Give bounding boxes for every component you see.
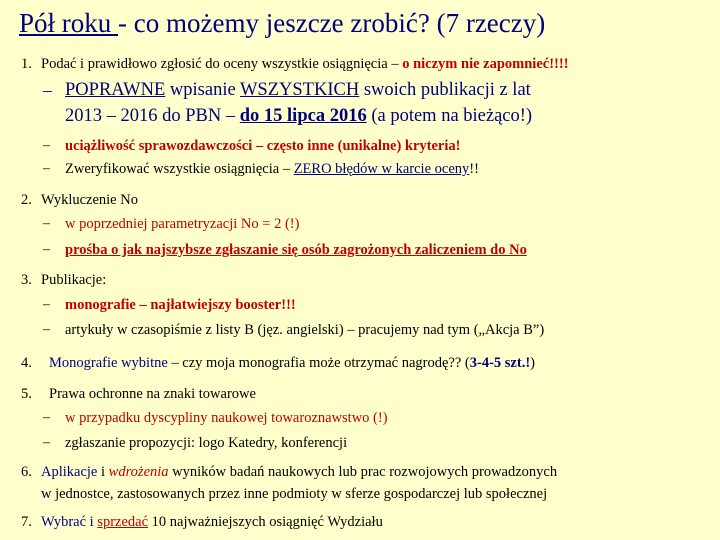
sub-item-text: uciążliwość sprawozdawczości – często inne (unikalne) kryteria! <box>65 138 461 154</box>
sub-item-text: artykuły w czasopiśmie z listy B (jęz. angielski) – pracujemy nad tym („Akcja B”) <box>65 322 545 338</box>
dash-bullet: – <box>43 242 50 257</box>
item-number: 1. <box>21 56 32 72</box>
item-text: w jednostce, zastosowanych przez inne podmioty w sferze gospodarczej lub społecznej <box>41 486 548 502</box>
item-number: 7. <box>21 514 32 530</box>
sub-item-text: w poprzedniej parametryzacji No = 2 (!) <box>65 216 300 232</box>
item-number: 5. <box>21 386 32 402</box>
item-text: Wybrać i sprzedać 10 najważniejszych osiągnięć Wydziału <box>41 514 383 530</box>
item-number: 3. <box>21 272 32 288</box>
item-number: 6. <box>21 464 32 480</box>
sub-item-text: 2013 – 2016 do PBN – do 15 lipca 2016 (a potem na bieżąco!) <box>65 106 533 126</box>
item-text: Publikacje: <box>41 272 107 288</box>
sub-item-text: w przypadku dyscypliny naukowej towaroznawstwo (!) <box>65 410 388 426</box>
title-rest: - co możemy jeszcze zrobić? (7 rzeczy) <box>118 8 546 38</box>
item-text: Podać i prawidłowo zgłosić do oceny wszystkie osiągnięcia – o niczym nie zapomnieć!!!! <box>41 56 569 72</box>
page-title <box>19 6 719 40</box>
title-underlined: Pół roku <box>19 8 119 38</box>
item-number: 2. <box>21 192 32 208</box>
item-text: Monografie wybitne – czy moja monografia może otrzymać nagrodę?? (3-4-5 szt.!) <box>49 355 535 371</box>
sub-item-text: monografie – najłatwiejszy booster!!! <box>65 297 296 313</box>
dash-bullet: – <box>43 138 50 153</box>
sub-item-text: prośba o jak najszybsze zgłaszanie się osób zagrożonych zaliczeniem do No <box>65 242 527 258</box>
dash-bullet: – <box>43 80 52 100</box>
dash-bullet: – <box>43 161 50 176</box>
dash-bullet: – <box>43 410 50 425</box>
item-text: Wykluczenie No <box>41 192 138 208</box>
sub-item-text: Zweryfikować wszystkie osiągnięcia – ZERO błędów w karcie oceny!! <box>65 161 479 177</box>
item-text: Aplikacje i wdrożenia wyników badań naukowych lub prac rozwojowych prowadzonych <box>41 464 558 480</box>
item-text: Prawa ochronne na znaki towarowe <box>49 386 256 402</box>
item-emphasis: o niczym nie zapomnieć!!!! <box>402 56 569 72</box>
item-number: 4. <box>21 355 32 371</box>
dash-bullet: – <box>43 297 50 312</box>
dash-bullet: – <box>43 435 50 450</box>
sub-item-text: zgłaszanie propozycji: logo Katedry, konferencji <box>65 435 348 451</box>
sub-item-text: POPRAWNE wpisanie WSZYSTKICH swoich publikacji z lat <box>65 80 531 100</box>
dash-bullet: – <box>43 216 50 231</box>
dash-bullet: – <box>43 322 50 337</box>
